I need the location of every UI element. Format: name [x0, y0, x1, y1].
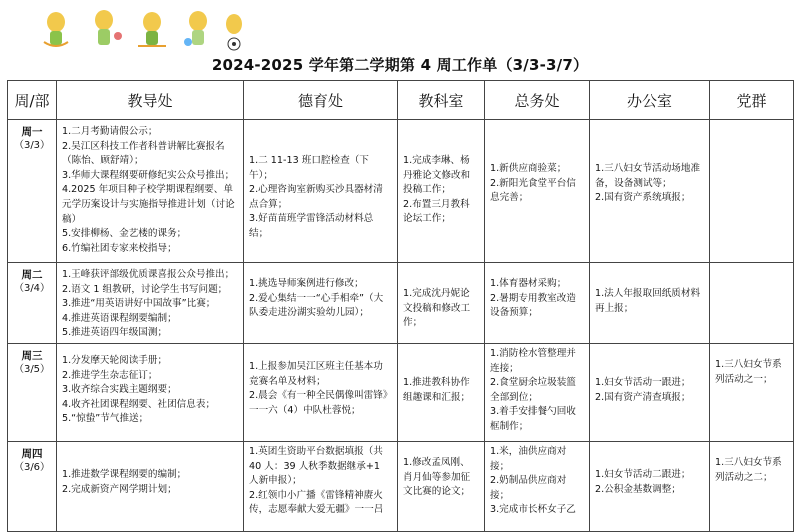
list-item: 2.新阳光食堂平台信息完善； [490, 177, 576, 204]
cartoon-figure-icon [184, 11, 207, 46]
work-schedule-table-wrap [7, 80, 793, 532]
list-item: 2.晨会《有一种全民偶像叫雷锋》一一六（4）中队杜蓉悦； [249, 390, 388, 416]
list-item: 1.推进数学课程纲要的编制； [62, 468, 187, 480]
list-item: 1.妇女节活动一跟进； [595, 376, 691, 388]
cell-jiaoke [398, 120, 485, 263]
list-item: 1.挑选导师案例进行修改； [249, 278, 364, 289]
table-row [8, 263, 794, 344]
list-item: 2.红领巾小广播《雷锋精神赓火传，志愿奉献大爱无疆》一一吕 [249, 489, 384, 516]
cell-zongwu [485, 343, 590, 441]
list-item: 3.华师大课程纲要研修纪实公众号推出； [62, 169, 235, 181]
cell-bangong [590, 120, 710, 263]
list-item: 2.语文 1 组教研，讨论学生书写问题； [62, 283, 228, 295]
cell-jiaodao [57, 441, 244, 531]
list-item: 2.爱心集结一一“心手相牵”（大队委走进汾湖实验幼儿园）； [249, 292, 384, 319]
list-item: 1.推进教科协作组趣课和汇报； [403, 376, 471, 403]
cell-dangqun [710, 441, 794, 531]
list-item: 3.着手安排餐勺回收框制作； [490, 406, 576, 432]
list-item: 3.推进“用英语讲好中国故事”比赛； [62, 298, 216, 310]
cell-bangong [590, 441, 710, 531]
list-item: 2.国有资产系统填报； [595, 192, 691, 204]
list-item: 2.推进学生杂志征订； [62, 369, 158, 381]
list-item: 1.三八妇女节活动场地准备，设备测试等； [595, 163, 701, 189]
list-item: 4.推进英语课程纲要编制； [62, 312, 177, 324]
list-item: 5.安排柳杨、金艺楼的课务； [62, 228, 187, 240]
cell-bangong [590, 343, 710, 441]
list-item: 1.二 11-13 班口腔检查（下午）； [249, 155, 369, 181]
list-item: 2.暑期专用教室改造设备预算； [490, 292, 576, 319]
cell-deyu [244, 343, 398, 441]
list-item: 5.推进英语四年级国测； [62, 327, 168, 339]
list-item: 2.心理咨询室新购买沙具器材清点合算； [249, 184, 383, 210]
table-row [8, 120, 794, 263]
list-item: 1.三八妇女节系列活动之二； [715, 456, 782, 483]
header-zongwu: 总务处 [485, 81, 590, 120]
list-item: 3.完成市长杯女子乙 [490, 504, 576, 516]
list-item: 2.完成新资产网学期计划； [62, 483, 177, 495]
header-deyu: 德育处 [244, 81, 398, 120]
cell-deyu [244, 441, 398, 531]
header-jiaodao: 教导处 [57, 81, 244, 120]
cell-jiaodao [57, 120, 244, 263]
list-item: 1.消防栓水管整理并连接； [490, 347, 576, 374]
cartoon-figure-icon [95, 10, 122, 45]
list-item: 2.食堂厨余垃圾装篮全部到位； [490, 377, 576, 403]
header-bangong: 办公室 [590, 81, 710, 120]
list-item: 1.完成李琳、杨丹雅论文修改和投稿工作； [403, 155, 471, 196]
day-cell [8, 120, 57, 263]
list-item: 2.国有资产清查填报； [595, 391, 691, 403]
list-item: 1.英团生资助平台数据填报（共 40 人：39 人秋季数据继承+1 人新申报）； [249, 445, 383, 487]
table-header-row [8, 81, 794, 120]
list-item: 5.“惊蛰”节气推送； [62, 413, 149, 425]
cell-jiaodao [57, 263, 244, 344]
list-item: 1.上报参加吴江区班主任基本功竞赛名单及材料； [249, 360, 383, 387]
list-item: 1.修改孟凤刚、肖月仙等参加征文比赛的论文； [403, 456, 471, 498]
list-item: 4.收齐社团课程纲要、社团信息表； [62, 398, 216, 410]
soccer-ball-icon [226, 14, 242, 50]
list-item: 6.竹编社团专家来校指导； [62, 242, 177, 254]
list-item: 1.二月考勤请假公示； [62, 126, 158, 137]
list-item: 2.吴江区科技工作者科普讲解比赛报名（陈怡、顾舒靖）； [62, 140, 225, 167]
list-item: 2.布置三月教科论坛工作； [403, 198, 470, 225]
day-label: 周二 [21, 269, 43, 281]
cell-zongwu [485, 263, 590, 344]
list-item: 1.米，油供应商对接； [490, 445, 567, 472]
list-item: 3.好苗苗班学雷锋活动材料总结； [249, 213, 374, 239]
list-item: 2.奶制品供应商对接； [490, 475, 567, 501]
day-label: 周四 [21, 447, 43, 460]
cell-deyu [244, 120, 398, 263]
day-cell [8, 263, 57, 344]
day-cell [8, 441, 57, 531]
cell-jiaoke [398, 343, 485, 441]
page-title: 2024-2025 学年第二学期第 4 周工作单（3/3-3/7） [211, 56, 589, 74]
list-item: 1.完成沈丹妮论文投稿和修改工作； [403, 288, 471, 329]
cell-bangong [590, 263, 710, 344]
cartoon-figure-icon [138, 12, 166, 46]
cell-jiaoke [398, 263, 485, 344]
list-item: 1.体育器材采购； [490, 278, 567, 289]
list-item: 4.2025 年项目种子校学期课程纲要、单元学历案设计与实施指导推进计划（讨论稿） [62, 184, 235, 225]
list-item: 3.收齐综合实践主题纲要； [62, 384, 177, 396]
list-item: 1.新供应商验菜； [490, 163, 567, 174]
header-week-dept: 周/部 [8, 81, 57, 120]
day-label: 周一 [21, 126, 43, 138]
table-row [8, 441, 794, 531]
work-schedule-table [7, 80, 794, 532]
cartoon-figure-icon [44, 12, 68, 46]
cell-dangqun [710, 120, 794, 263]
cell-jiaodao [57, 343, 244, 441]
table-row [8, 343, 794, 441]
cell-dangqun [710, 263, 794, 344]
cartoon-decoration [38, 6, 248, 52]
date-label: （3/5） [13, 363, 51, 375]
cell-jiaoke [398, 441, 485, 531]
list-item: 1.三八妇女节系列活动之一； [715, 358, 782, 385]
header-jiaoke: 教科室 [398, 81, 485, 120]
header-dangqun: 党群 [710, 81, 794, 120]
date-label: （3/3） [13, 140, 51, 151]
day-cell [8, 343, 57, 441]
list-item: 1.王峰获评部级优质课喜报公众号推出； [62, 269, 235, 280]
cell-deyu [244, 263, 398, 344]
cell-zongwu [485, 120, 590, 263]
day-label: 周三 [21, 349, 43, 362]
date-label: （3/6） [13, 461, 51, 473]
list-item: 1.妇女节活动二跟进； [595, 468, 691, 480]
list-item: 1.分发摩天轮阅读手册； [62, 354, 168, 366]
list-item: 2.公积金基数调整； [595, 483, 681, 495]
cell-dangqun [710, 343, 794, 441]
date-label: （3/4） [13, 283, 51, 294]
list-item: 1.法人年报取回纸质材料再上报； [595, 288, 701, 314]
cell-zongwu [485, 441, 590, 531]
